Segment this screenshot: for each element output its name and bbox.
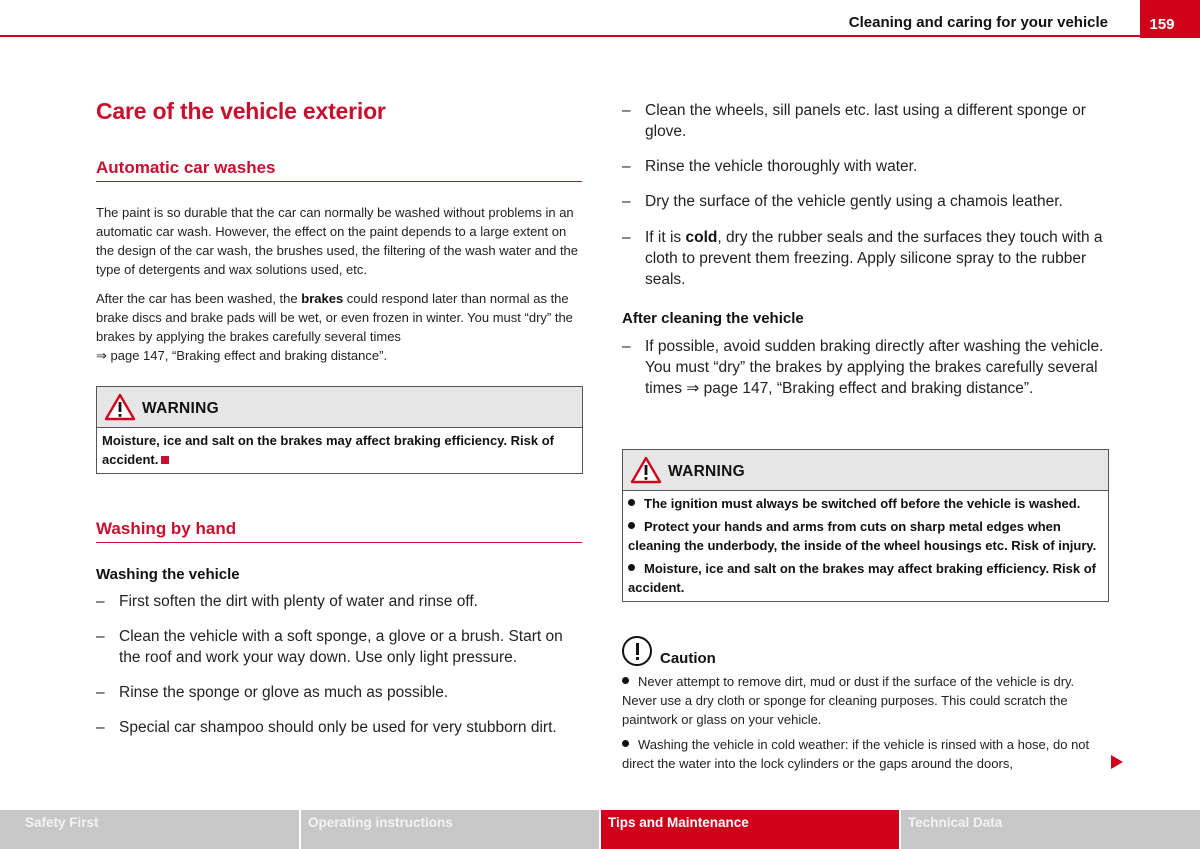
cold-text-before: If it is [645,229,686,246]
warning-header [623,450,1108,491]
brakes-paragraph [96,289,582,365]
warning-item-text: The ignition must always be switched off before the vehicle is washed. [644,496,1081,511]
bullet-icon [628,499,635,506]
page-title: Care of the vehicle exterior [96,98,386,124]
page-number: 159 [1140,0,1200,38]
caution-title: Caution [660,650,716,667]
warning-box-washing [622,449,1109,602]
warning-list-item [628,494,1103,513]
warning-title: WARNING [142,400,220,417]
tab-label: Technical Data [908,815,1003,830]
list-item [96,682,582,703]
header-rule [0,35,1140,37]
tab-operating-instructions[interactable] [301,810,599,849]
warning-box-brakes [96,386,583,474]
caution-item-text: Never attempt to remove dirt, mud or dust if the surface of the vehicle is dry. Never use a dry cloth or sponge for cleaning purposes. This could scratch the paintwork or glass on your vehicle. [622,674,1075,727]
tab-label: Safety First [25,815,99,830]
dash-marker: – [622,158,631,175]
caution-exclamation-icon [622,636,652,666]
section-title-washing-by-hand: Washing by hand [96,519,582,543]
warning-triangle-icon [630,456,662,484]
brakes-text-before: After the car has been washed, the [96,291,302,306]
caution-item [622,735,1108,773]
caution-item [622,672,1108,729]
list-item [96,591,582,612]
warning-item-text: Protect your hands and arms from cuts on sharp metal edges when cleaning the underbody, the inside of the wheel housings etc. Risk of injury. [628,519,1097,553]
warning-text: Moisture, ice and salt on the brakes may affect braking efficiency. Risk of accident. [102,433,555,467]
list-item-cold [622,227,1108,290]
list-item [622,336,1108,399]
automatic-wash-paragraph: The paint is so durable that the car can normally be washed without problems in an automatic car wash. However, the effect on the paint depends to a large extent on the design of the car wash, the brushes used, the filtering of the wash water and the type of detergents and wax solutions used, etc. [96,205,579,277]
bullet-icon [628,522,635,529]
list-item [622,100,1108,142]
dash-marker: – [96,593,105,610]
cold-text-after: , dry the rubber seals and the surfaces they touch with a cloth to prevent them freezing. Apply silicone spray to the rubber seals. [645,229,1103,288]
bullet-icon [622,740,629,747]
dash-marker: – [622,193,631,210]
dash-marker: – [96,719,105,736]
list-item-text: Rinse the sponge or glove as much as possible. [119,684,449,701]
cold-keyword: cold [685,229,718,246]
continue-arrow-icon [1111,755,1123,769]
warning-body [97,428,582,473]
list-item [622,191,1108,212]
brakes-text-after: could respond later than normal as the brake discs and brake pads will be wet, or even frozen in winter. You must “dry” the brakes by applying the brakes carefully several times [96,291,573,344]
dash-marker: – [622,338,631,355]
list-item-text: First soften the dirt with plenty of water and rinse off. [119,593,478,610]
footer-navigation [0,810,1200,849]
warning-header [97,387,582,428]
warning-triangle-icon [104,393,136,421]
tab-tips-and-maintenance[interactable] [601,810,899,849]
dash-marker: – [96,684,105,701]
tab-label: Operating instructions [308,815,453,830]
tab-label: Tips and Maintenance [608,815,749,830]
page-reference-link[interactable]: ⇒ page 147, “Braking effect and braking distance”. [96,348,388,363]
brakes-keyword: brakes [301,291,344,306]
caution-item-text: Washing the vehicle in cold weather: if the vehicle is rinsed with a hose, do not direct the water into the lock cylinders or the gaps around the doors, [622,737,1090,771]
list-item-text: Dry the surface of the vehicle gently using a chamois leather. [645,193,1063,210]
bullet-icon [628,564,635,571]
warning-item-text: Moisture, ice and salt on the brakes may affect braking efficiency. Risk of accident. [628,561,1097,595]
bullet-icon [622,677,629,684]
list-item-text: Rinse the vehicle thoroughly with water. [645,158,918,175]
dash-marker: – [96,628,105,645]
warning-title: WARNING [668,463,746,480]
running-header-title: Cleaning and caring for your vehicle [848,14,1108,31]
subhead-washing-the-vehicle: Washing the vehicle [96,566,240,583]
warning-list-item [628,559,1103,597]
section-title-automatic-car-washes: Automatic car washes [96,158,582,182]
tab-technical-data[interactable] [901,810,1200,849]
subhead-after-cleaning: After cleaning the vehicle [622,310,804,327]
list-item-text: If possible, avoid sudden braking directly after washing the vehicle. You must “dry” the brakes by applying the brakes carefully several times ⇒ page 147, “Braking effect and braking distance”. [645,338,1104,397]
list-item-text: Special car shampoo should only be used for very stubborn dirt. [119,719,557,736]
list-item [96,626,582,668]
list-item [622,156,1108,177]
tab-safety-first[interactable] [0,810,299,849]
dash-marker: – [622,102,631,119]
list-item-text: Clean the vehicle with a soft sponge, a glove or a brush. Start on the roof and work your way down. Use only light pressure. [119,628,563,666]
warning-list-item [628,517,1103,555]
dash-marker: – [622,229,631,246]
list-item [96,717,582,738]
warning-body [623,491,1108,601]
list-item-text: Clean the wheels, sill panels etc. last using a different sponge or glove. [645,102,1086,140]
stop-square-icon [161,456,169,464]
